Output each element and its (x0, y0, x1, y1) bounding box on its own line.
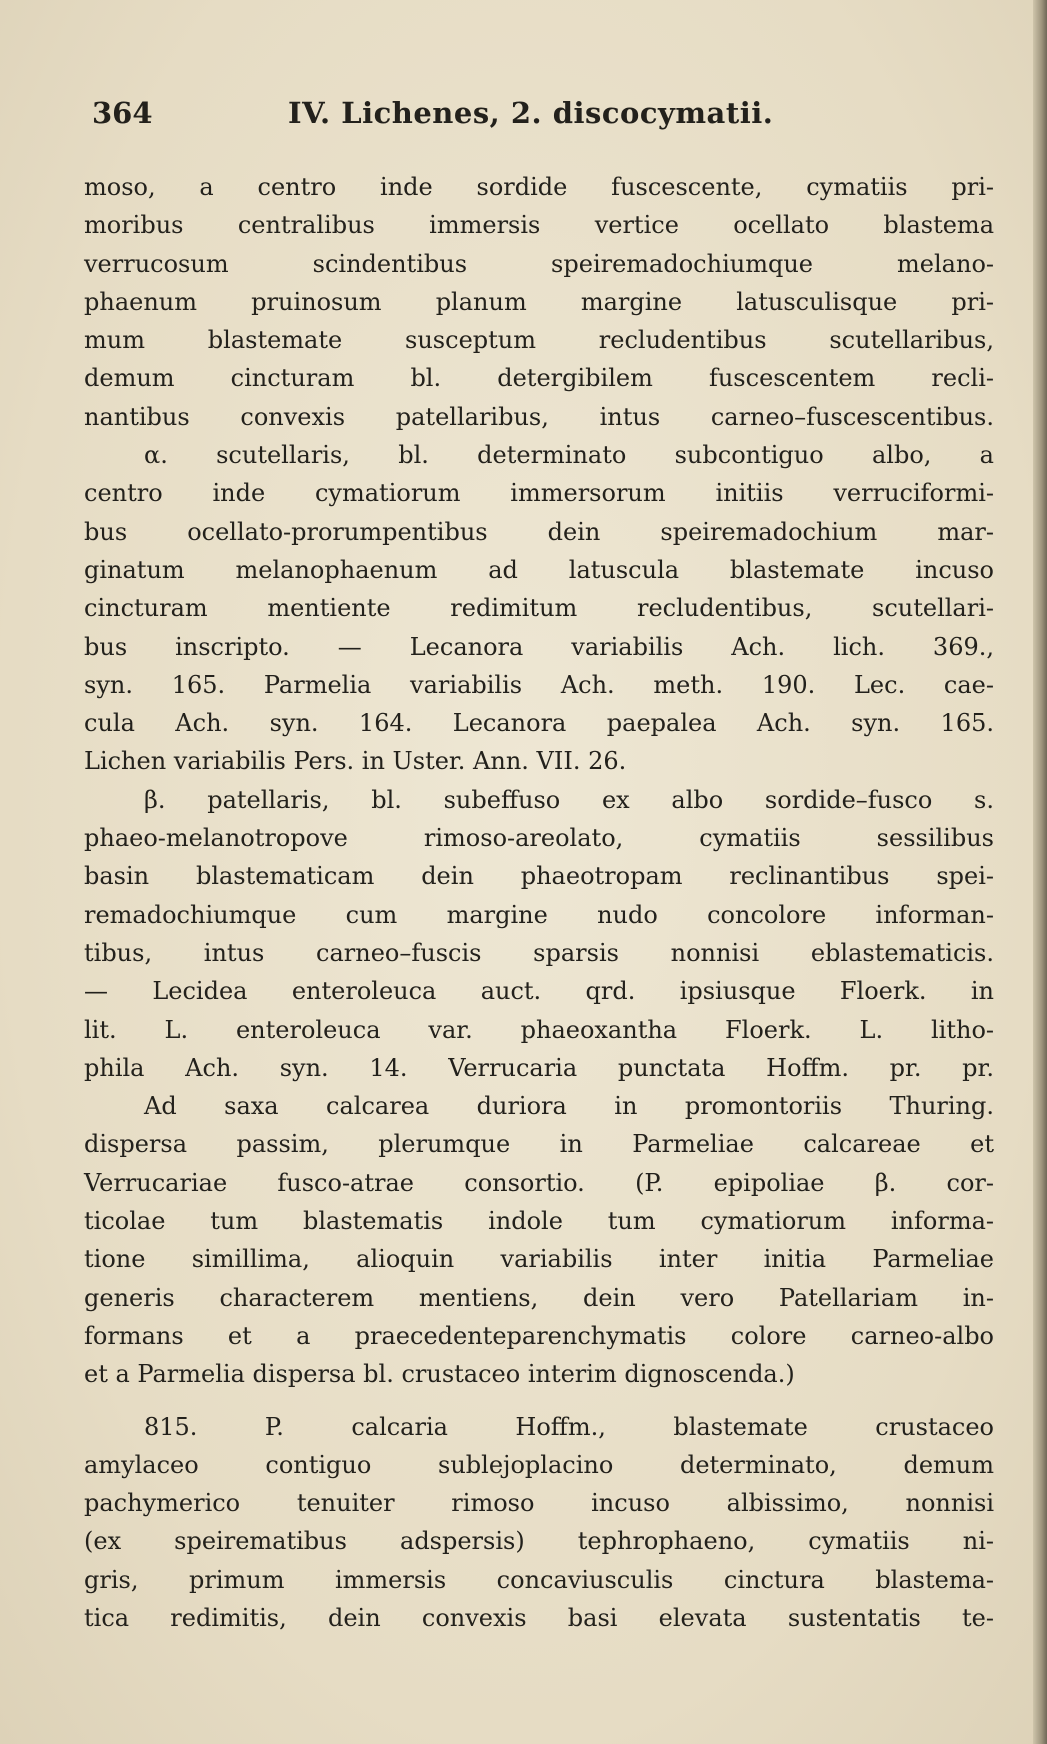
text-line: bus ocellato-prorumpentibus dein speiremadochium mar- (84, 517, 994, 546)
text-line: cula Ach. syn. 164. Lecanora paepalea Ach. syn. 165. (84, 709, 994, 738)
text-line: tione simillima, alioquin variabilis inter initia Parmeliae (84, 1245, 994, 1274)
text-line: bus inscripto. — Lecanora variabilis Ach. lich. 369., (84, 632, 994, 661)
text-line: Verrucariae fusco-atrae consortio. (P. epipoliae β. cor- (84, 1168, 994, 1197)
text-line: verrucosum scindentibus speiremadochiumque melano- (84, 249, 994, 278)
body-text (84, 168, 994, 1637)
text-line: tibus, intus carneo–fuscis sparsis nonnisi eblastematicis. (84, 938, 994, 967)
text-line: cincturam mentiente redimitum recludentibus, scutellari- (84, 594, 994, 623)
text-line: lit. L. enteroleuca var. phaeoxantha Floerk. L. litho- (84, 1015, 994, 1044)
section-gap (84, 1394, 994, 1408)
text-line: pachymerico tenuiter rimoso incuso albissimo, nonnisi (84, 1489, 994, 1518)
text-line: phaeo-melanotropove rimoso-areolato, cymatiis sessilibus (84, 824, 994, 853)
text-line: gris, primum immersis concaviusculis cinctura blastema- (84, 1565, 994, 1594)
text-line: ginatum melanophaenum ad latuscula blastemate incuso (84, 555, 994, 584)
text-line: moribus centralibus immersis vertice ocellato blastema (84, 211, 994, 240)
text-line: (ex speirematibus adspersis) tephrophaeno, cymatiis ni- (84, 1527, 994, 1556)
text-line: tica redimitis, dein convexis basi elevata sustentatis te- (84, 1603, 994, 1632)
text-line: — Lecidea enteroleuca auct. qrd. ipsiusque Floerk. in (84, 977, 994, 1006)
text-line: syn. 165. Parmelia variabilis Ach. meth. 190. Lec. cae- (84, 670, 994, 699)
text-line: ticolae tum blastematis indole tum cymatiorum informa- (84, 1207, 994, 1236)
text-line: amylaceo contiguo sublejoplacino determinato, demum (84, 1450, 994, 1479)
variety-beta-line: β. patellaris, bl. subeffuso ex albo sordide–fusco s. (144, 785, 994, 814)
text-line: moso, a centro inde sordide fuscescente, cymatiis pri- (84, 173, 994, 201)
running-header (92, 96, 972, 140)
text-line: mum blastemate susceptum recludentibus scutellaribus, (84, 326, 994, 355)
text-line: centro inde cymatiorum immersorum initiis verruciformi- (84, 479, 994, 508)
text-line: remadochiumque cum margine nudo concolore informan- (84, 900, 994, 929)
text-line: basin blastematicam dein phaeotropam reclinantibus spei- (84, 862, 994, 891)
page-number: 364 (92, 96, 153, 130)
text-line: demum cincturam bl. detergibilem fuscescentem recli- (84, 364, 994, 393)
text-line: generis characterem mentiens, dein vero Patellariam in- (84, 1283, 994, 1312)
habitat-line: Ad saxa calcarea duriora in promontoriis Thuring. (144, 1092, 994, 1121)
species-815-line: 815. P. calcaria Hoffm., blastemate crustaceo (144, 1412, 994, 1441)
text-line: nantibus convexis patellaribus, intus carneo–fuscescentibus. (84, 402, 994, 431)
text-line: dispersa passim, plerumque in Parmeliae calcareae et (84, 1130, 994, 1159)
text-line: phaenum pruinosum planum margine latusculisque pri- (84, 287, 994, 316)
page-edge (1033, 0, 1047, 1744)
text-line: et a Parmelia dispersa bl. crustaceo interim dignoscenda.) (84, 1360, 795, 1389)
text-line: Lichen variabilis Pers. in Uster. Ann. VII. 26. (84, 747, 627, 776)
variety-alpha-line: α. scutellaris, bl. determinato subcontiguo albo, a (144, 441, 994, 470)
text-line: phila Ach. syn. 14. Verrucaria punctata Hoffm. pr. pr. (84, 1053, 994, 1082)
running-head: IV. Lichenes, 2. discocymatii. (288, 96, 774, 130)
text-line: formans et a praecedenteparenchymatis colore carneo-albo (84, 1321, 994, 1350)
